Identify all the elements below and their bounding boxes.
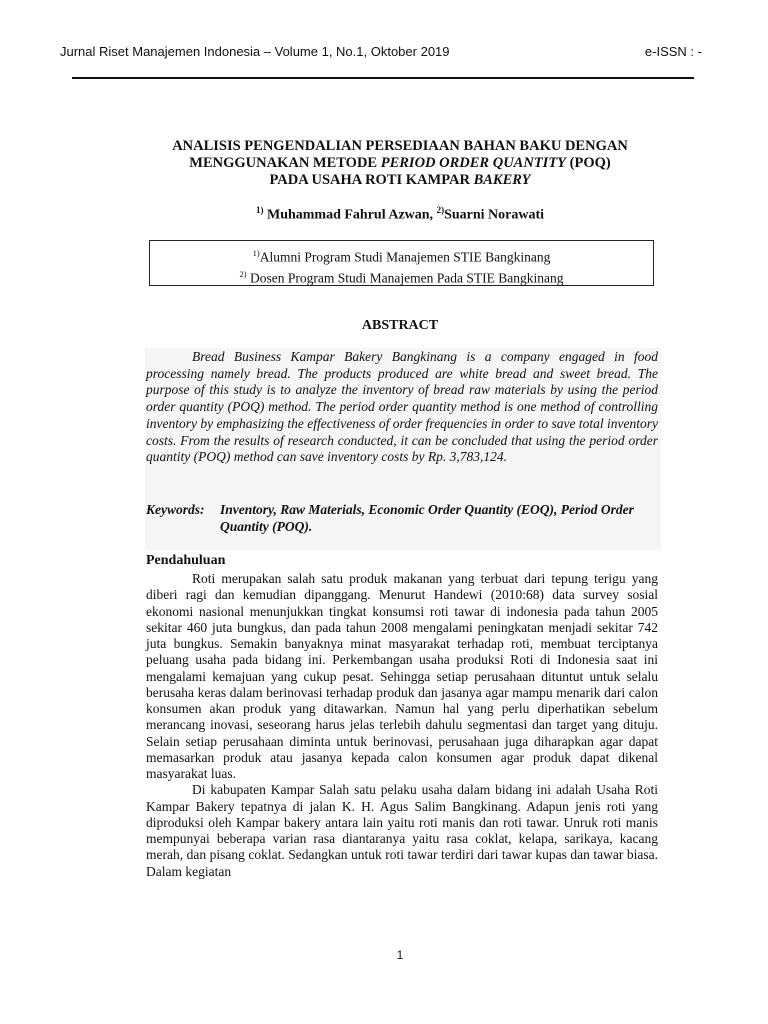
keywords-label: Keywords: (146, 502, 205, 517)
affiliation-2 (150, 266, 653, 287)
affiliation-2-text: Dosen Program Studi Manajemen Pada STIE Bangkinang (246, 270, 564, 285)
title-line-1: ANALISIS PENGENDALIAN PERSEDIAAN BAHAN BAKU DENGAN (172, 138, 628, 154)
keywords (146, 501, 658, 535)
title-line-2 (140, 155, 660, 172)
affiliation-1-text: Alumni Program Studi Manajemen STIE Bangkinang (259, 249, 551, 265)
body-paragraph-2: Di kabupaten Kampar Salah satu pelaku usaha dalam bidang ini adalah Usaha Roti Kampar Bakery tepatnya di jalan K. H. Agus Salim Bangkinang. Adapun jenis roti yang diproduksi oleh Kampar bakery antara lain yaitu roti manis dan roti tawar. Unruk roti manis mempunyai beberapa varian rasa diantaranya yaitu rasa coklat, kelapa, sarikaya, kacang merah, dan pisang coklat. Sedangkan untuk roti tawar terdiri dari tawar kupas dan tawar biasa. Dalam kegiatan (146, 782, 658, 879)
affiliation-1 (150, 245, 653, 266)
journal-header: Jurnal Riset Manajemen Indonesia – Volume 1, No.1, Oktober 2019 (60, 44, 450, 59)
author-2: Suarni Norawati (444, 207, 545, 223)
paper-title (140, 138, 660, 189)
affiliation-2-marker: 2) (239, 268, 247, 279)
abstract-text: Bread Business Kampar Bakery Bangkinang is a company engaged in food processing namely bread. The products produced are white bread and sweet bread. The purpose of this study is to analyze the inventory of bread raw materials by using the period order quantity (POQ) method. The period order quantity method is one method of controlling inventory by emphasizing the effectiveness of order frequencies in order to save total inventory costs. From the results of research conducted, it can be concluded that using the period order quantity (POQ) method can save inventory costs by Rp. 3,783,124. (146, 349, 658, 465)
keywords-list: Inventory, Raw Materials, Economic Order Quantity (EOQ), Period Order Quantity (POQ). (220, 502, 634, 534)
title-line-2-italic: PERIOD ORDER QUANTITY (380, 155, 567, 171)
author-2-marker: 2) (436, 205, 445, 215)
issn-label: e-ISSN : - (644, 44, 702, 59)
affiliation-box (149, 240, 654, 286)
affiliation-1-marker: 1) (252, 248, 260, 258)
author-1-marker: 1) (255, 205, 264, 215)
page-number: 1 (396, 948, 404, 962)
title-line-2-prefix: MENGGUNAKAN METODE (189, 155, 381, 171)
author-list (140, 205, 660, 224)
section-heading-introduction: Pendahuluan (146, 553, 226, 568)
introduction-body (146, 571, 658, 880)
abstract-heading: ABSTRACT (361, 318, 439, 333)
header-divider (72, 77, 694, 79)
title-line-3 (140, 172, 660, 189)
body-paragraph-1: Roti merupakan salah satu produk makanan yang terbuat dari tepung terigu yang diberi ragi dan kemudian dipanggang. Menurut Handewi (2010:68) data survey sosial ekonomi nasional menunjukkan tingkat konsumsi roti tawar di indonesia pada tahun 2005 sekitar 460 juta bungkus, dan pada tahun 2008 mengalami peningkatan menjadi sekitar 742 juta bungkus. Semakin banyaknya minat masyarakat terhadap roti, membuat terciptanya peluang usaha pada bidang ini. Perkembangan usaha produksi Roti di Indonesia saat ini mengalami kemajuan yang cukup pesat. Sehingga setiap perusahaan dituntut untuk selalu berusaha keras dalam berinovasi terhadap produk dan jasanya agar mampu menarik dari calon konsumen akan produk yang ditawarkan. Namun hal yang perlu diperhatikan sebelum merancang inovasi, seseorang harus jelas terlebih dahulu segmentasi dan target yang dituju. Selain setiap perusahaan diminta untuk berinovasi, perusahaan juga diharapkan agar dapat memasarkan produk atau jasanya kepada calon konsumen agar produk dapat dikenal masyarakat luas. (146, 571, 658, 781)
title-line-3-prefix: PADA USAHA ROTI KAMPAR (269, 172, 474, 188)
title-line-2-suffix: (POQ) (566, 155, 611, 171)
author-1: Muhammad Fahrul Azwan, (263, 207, 437, 223)
title-line-3-italic: BAKERY (473, 172, 531, 188)
